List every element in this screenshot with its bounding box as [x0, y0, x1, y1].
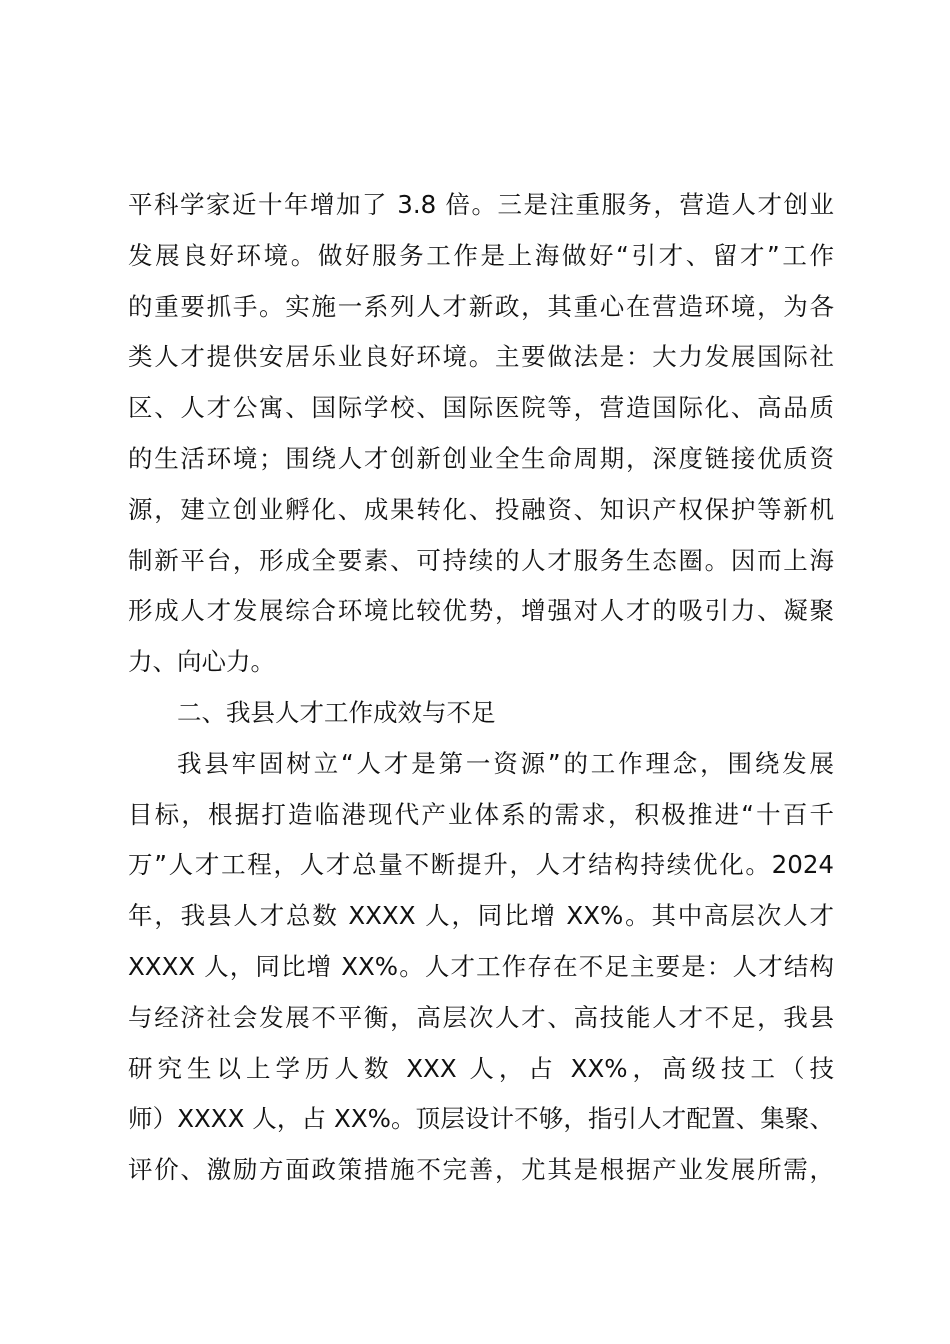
text-line: 形成人才发展综合环境比较优势，增强对人才的吸引力、凝聚	[128, 596, 834, 626]
text-line: 目标，根据打造临港现代产业体系的需求，积极推进“十百千	[128, 799, 834, 829]
section-heading: 二、我县人才工作成效与不足	[177, 697, 496, 727]
paragraph-talent-services	[128, 180, 834, 688]
text-line: 源，建立创业孵化、成果转化、投融资、知识产权保护等新机	[128, 494, 834, 524]
document-body	[128, 180, 834, 1196]
text-line: 万”人才工程，人才总量不断提升，人才结构持续优化。2024	[128, 850, 834, 880]
text-line: 制新平台，形成全要素、可持续的人才服务生态圈。因而上海	[128, 545, 834, 575]
text-line: XXXX 人，同比增 XX%。人才工作存在不足主要是：人才结构	[128, 951, 834, 981]
text-line: 师）XXXX 人，占 XX%。顶层设计不够，指引人才配置、集聚、	[128, 1104, 834, 1134]
text-line: 的重要抓手。实施一系列人才新政，其重心在营造环境，为各	[128, 291, 834, 321]
text-line: 平科学家近十年增加了 3.8 倍。三是注重服务，营造人才创业	[128, 190, 834, 219]
text-line: 力、向心力。	[128, 647, 275, 677]
text-line: 类人才提供安居乐业良好环境。主要做法是：大力发展国际社	[128, 342, 834, 372]
text-line: 发展良好环境。做好服务工作是上海做好“引才、留才”工作	[128, 240, 834, 270]
text-line: 评价、激励方面政策措施不完善，尤其是根据产业发展所需，	[128, 1155, 834, 1185]
text-line: 与经济社会发展不平衡，高层次人才、高技能人才不足，我县	[128, 1002, 834, 1032]
text-line: 的生活环境；围绕人才创新创业全生命周期，深度链接优质资	[128, 443, 834, 473]
text-line: 区、人才公寓、国际学校、国际医院等，营造国际化、高品质	[128, 393, 834, 423]
paragraph-county-talent-work	[128, 739, 834, 1196]
text-line: 年，我县人才总数 XXXX 人，同比增 XX%。其中高层次人才	[128, 901, 834, 931]
text-line: 研究生以上学历人数 XXX 人，占 XX%，高级技工（技	[128, 1053, 834, 1083]
text-line: 我县牢固树立“人才是第一资源”的工作理念，围绕发展	[177, 748, 834, 778]
